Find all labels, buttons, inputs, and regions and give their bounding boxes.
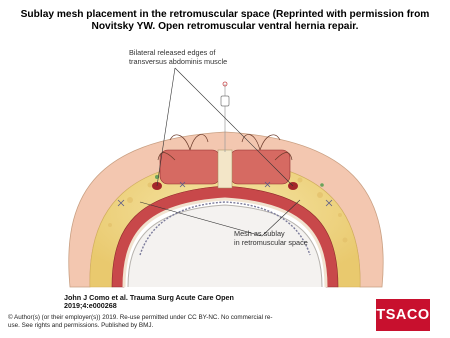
fascial-closure — [218, 150, 232, 188]
citation-line2: 2019;4:e000268 — [64, 301, 117, 311]
citation-line1: John J Como et al. Trauma Surg Acute Care Open — [64, 293, 234, 302]
license-line1: © Author(s) (or their employer(s)) 2019. Re-use permitted under CC BY-NC. No commercial re- — [8, 314, 273, 321]
citation — [64, 294, 234, 311]
suture-needle-holder — [221, 96, 229, 106]
label-mesh-sublay — [234, 230, 308, 247]
label-released-edges-line1: Bilateral released edges of — [129, 48, 216, 57]
tsaco-logo: TSACO — [376, 299, 430, 331]
label-released-edges-line2: transversus abdominis muscle — [129, 56, 228, 66]
license-line2: use. See rights and permissions. Published by BMJ. — [8, 321, 154, 329]
license-text — [8, 314, 356, 329]
label-mesh-sublay-line2: in retromuscular space — [234, 237, 308, 247]
label-released-edges — [129, 49, 227, 66]
label-mesh-sublay-line1: Mesh as sublay — [234, 229, 285, 238]
slide-title: Sublay mesh placement in the retromuscular space (Reprinted with permission from Novitsky YW. Open retromuscular ventral hernia repair. — [20, 9, 430, 32]
